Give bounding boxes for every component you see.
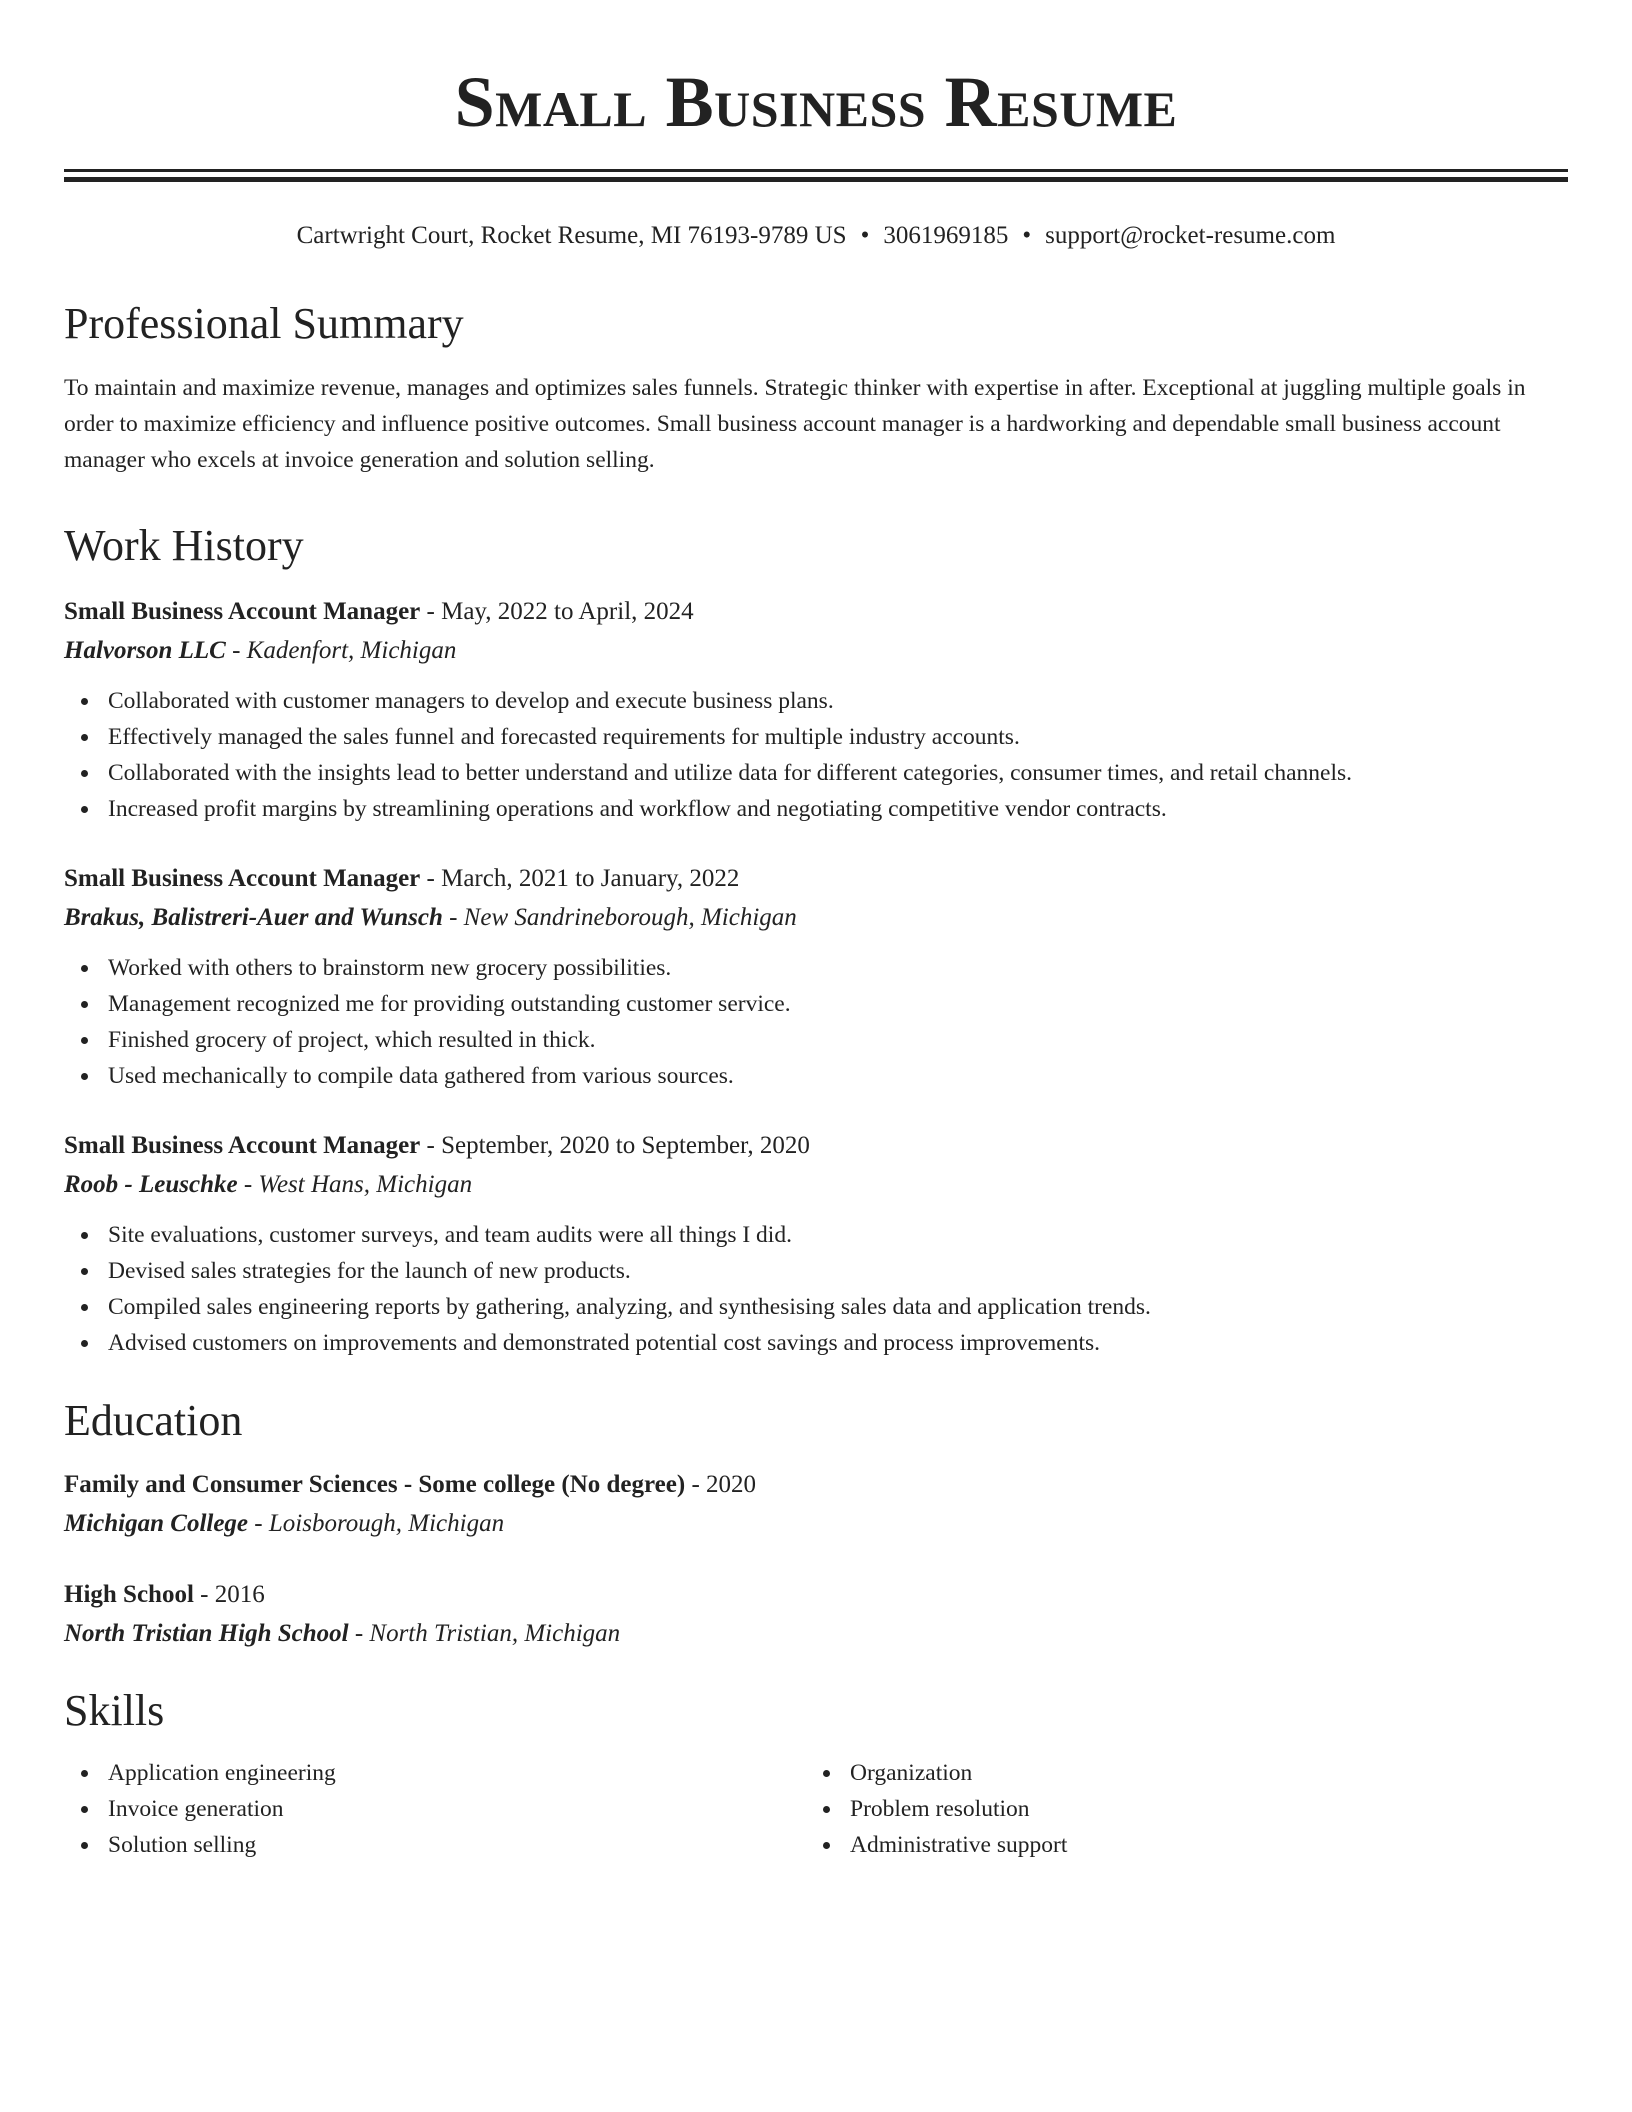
contact-separator: • xyxy=(1022,222,1032,249)
job-company-line xyxy=(64,631,1568,670)
skills-list-left xyxy=(64,1755,806,1863)
job-bullets xyxy=(64,1217,1568,1361)
list-item: Increased profit margins by streamlining operations and workflow and negotiating competitive vendor contracts. xyxy=(64,791,1568,827)
education-location: - North Tristian, Michigan xyxy=(348,1620,621,1647)
summary-heading: Professional Summary xyxy=(64,299,464,348)
job-company: Halvorson LLC xyxy=(64,637,226,664)
skill-item: Administrative support xyxy=(806,1827,1548,1863)
job-company-line xyxy=(64,1165,1568,1204)
education-degree: Family and Consumer Sciences - Some college (No degree) xyxy=(64,1471,686,1498)
summary-text: To maintain and maximize revenue, manages and optimizes sales funnels. Strategic thinker with expertise in after. Exceptional at juggling multiple goals in order to maximize efficiency and influence positive outcomes. Small business account manager is a hardworking and dependable small business account manager who excels at invoice generation and solution selling. xyxy=(64,375,1526,473)
job-title-line xyxy=(64,859,1568,898)
education-entry xyxy=(64,1465,1568,1543)
job-company: Roob - Leuschke xyxy=(64,1171,238,1198)
job-bullets xyxy=(64,683,1568,827)
education-degree-line xyxy=(64,1575,1568,1614)
contact-line xyxy=(64,223,1568,248)
job-title: Small Business Account Manager xyxy=(64,1132,421,1159)
title-divider-thick xyxy=(64,177,1568,182)
list-item: Compiled sales engineering reports by gathering, analyzing, and synthesising sales data and application trends. xyxy=(64,1289,1568,1325)
job-title-line xyxy=(64,592,1568,631)
job-dates: - September, 2020 to September, 2020 xyxy=(420,1132,810,1159)
skills-list-right xyxy=(806,1755,1548,1863)
skill-item: Solution selling xyxy=(64,1827,806,1863)
job-location: - Kadenfort, Michigan xyxy=(225,637,457,664)
list-item: Worked with others to brainstorm new grocery possibilities. xyxy=(64,950,1568,986)
education-degree-line xyxy=(64,1465,1568,1504)
education-entry xyxy=(64,1575,1568,1653)
skill-item: Problem resolution xyxy=(806,1791,1548,1827)
job-dates: - May, 2022 to April, 2024 xyxy=(420,598,694,625)
skill-item: Application engineering xyxy=(64,1755,806,1791)
contact-phone: 3061969185 xyxy=(883,222,1009,249)
job-title: Small Business Account Manager xyxy=(64,865,421,892)
work-history-heading: Work History xyxy=(64,521,304,570)
job-location: - West Hans, Michigan xyxy=(237,1171,473,1198)
list-item: Site evaluations, customer surveys, and team audits were all things I did. xyxy=(64,1217,1568,1253)
skill-item: Invoice generation xyxy=(64,1791,806,1827)
job-bullets xyxy=(64,950,1568,1094)
job-title-line xyxy=(64,1126,1568,1165)
list-item: Collaborated with the insights lead to better understand and utilize data for different categories, consumer times, and retail channels. xyxy=(64,755,1568,791)
education-school-line xyxy=(64,1614,1568,1653)
job-entry xyxy=(64,592,1568,827)
list-item: Finished grocery of project, which resulted in thick. xyxy=(64,1022,1568,1058)
education-school-line xyxy=(64,1504,1568,1543)
list-item: Management recognized me for providing outstanding customer service. xyxy=(64,986,1568,1022)
job-entry xyxy=(64,859,1568,1094)
list-item: Used mechanically to compile data gathered from various sources. xyxy=(64,1058,1568,1094)
job-entry xyxy=(64,1126,1568,1361)
education-location: - Loisborough, Michigan xyxy=(248,1510,505,1537)
list-item: Devised sales strategies for the launch of new products. xyxy=(64,1253,1568,1289)
skill-item: Organization xyxy=(806,1755,1548,1791)
job-location: - New Sandrineborough, Michigan xyxy=(442,904,797,931)
job-dates: - March, 2021 to January, 2022 xyxy=(420,865,740,892)
skills-heading: Skills xyxy=(64,1686,165,1735)
education-year: - 2020 xyxy=(685,1471,757,1498)
list-item: Effectively managed the sales funnel and forecasted requirements for multiple industry accounts. xyxy=(64,719,1568,755)
list-item: Collaborated with customer managers to develop and execute business plans. xyxy=(64,683,1568,719)
education-year: - 2016 xyxy=(193,1581,265,1608)
contact-separator: • xyxy=(860,222,870,249)
resume-page xyxy=(64,0,1568,1863)
title-divider-thin xyxy=(64,169,1568,172)
education-heading: Education xyxy=(64,1396,243,1445)
education-school: Michigan College xyxy=(64,1510,249,1537)
skills-grid xyxy=(64,1755,1568,1863)
education-degree: High School xyxy=(64,1581,194,1608)
job-company: Brakus, Balistreri-Auer and Wunsch xyxy=(64,904,443,931)
job-title: Small Business Account Manager xyxy=(64,598,421,625)
education-school: North Tristian High School xyxy=(64,1620,349,1647)
job-company-line xyxy=(64,898,1568,937)
contact-email: support@rocket-resume.com xyxy=(1045,222,1336,249)
resume-title: Small Business Resume xyxy=(454,62,1178,142)
contact-address: Cartwright Court, Rocket Resume, MI 76193-9789 US xyxy=(296,222,847,249)
list-item: Advised customers on improvements and demonstrated potential cost savings and process improvements. xyxy=(64,1325,1568,1361)
